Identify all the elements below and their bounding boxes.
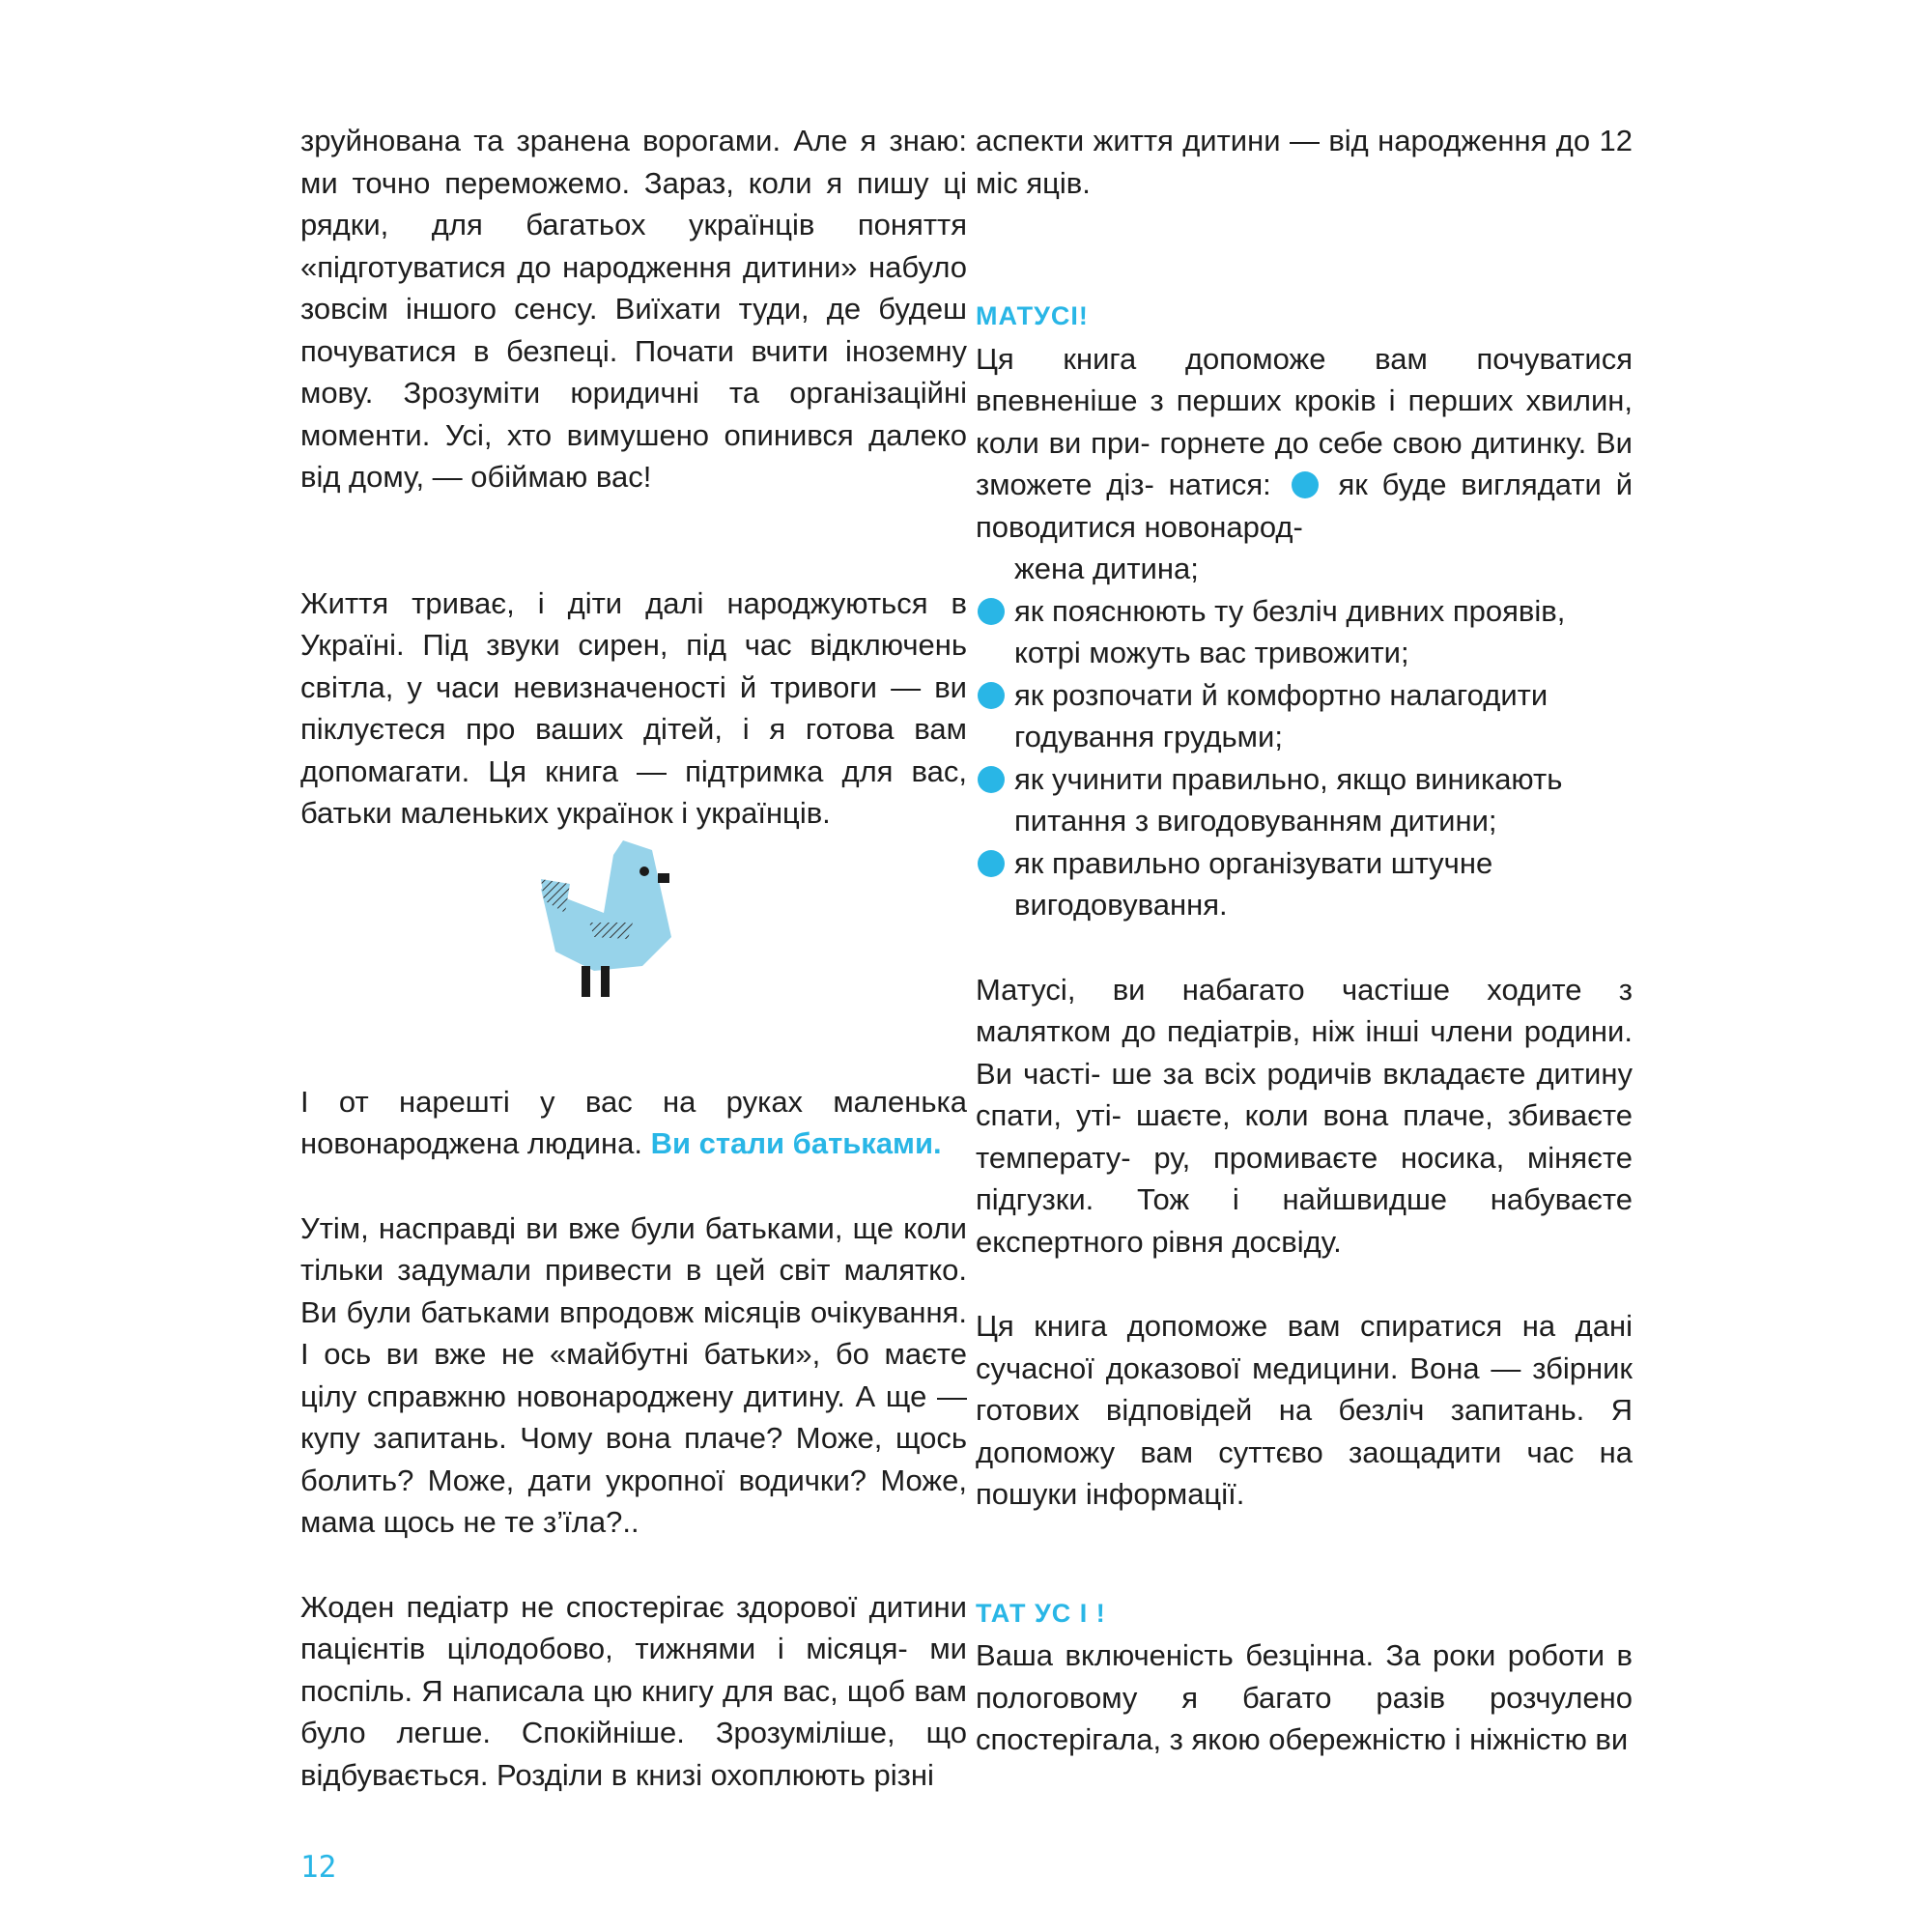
right-column (976, 120, 1633, 1761)
list-item (976, 674, 1633, 758)
list-item-text: як учинити правильно, якщо виникають питання з вигодовуванням дитини; (1014, 761, 1563, 838)
bullet-text: як буде виглядати й поводитися новонарод- (976, 468, 1634, 544)
bird-leg (601, 966, 610, 997)
bullet-continuation: жена дитина; (1014, 552, 1199, 585)
bird-eye (639, 867, 649, 876)
paragraph: Жоден педіатр не спостерігає здорової дитини пацієнтів цілодобово, тижнями і місяця- ми поспіль. Я написала цю книгу для вас, щоб вам було легше. Спокійніше. Зрозуміліше, що відбувається. Розділи в книзі охоплюють різні (300, 1589, 967, 1792)
list-item (976, 590, 1633, 674)
bird-beak (658, 873, 669, 883)
list-item-text: як пояснюють ту безліч дивних проявів, котрі можуть вас тривожити; (1014, 593, 1566, 669)
paragraph-text: І от нарешті у вас на руках маленька новонароджена людина. (300, 1084, 967, 1160)
paragraph (300, 1081, 967, 1165)
list-item (976, 842, 1633, 926)
section-heading-dads: ТАТ УС І ! (976, 1598, 1106, 1628)
section-heading-moms: МАТУСІ! (976, 301, 1089, 330)
bullet-dot-icon (978, 766, 1005, 793)
bullet-list (976, 590, 1633, 926)
paragraph: Ця книга допоможе вам спиратися на дані сучасної доказової медицини. Вона — збірник готових відповідей на безліч запитань. Я допоможу вам суттєво заощадити час на пошуки інформації. (976, 1309, 1633, 1511)
paragraph: Життя триває, і діти далі народжуються в Україні. Під звуки сирен, під час відключень світла, у часи невизначеності й тривоги — ви піклуєтеся про ваших дітей, і я готова вам допомагати. Ця книга — підтримка для вас, батьки маленьких українок і українців. (300, 585, 967, 830)
paragraph-text: Ця книга допоможе вам почуватися впевненіше з перших кроків і перших хвилин, коли ви при- горнете до себе свою дитинку. Ви зможете діз- натися: (976, 341, 1633, 501)
highlight-text: Ви стали батьками. (650, 1126, 942, 1160)
page-number: 12 (300, 1850, 337, 1885)
paragraph: Ваша включеність безцінна. За роки роботи в пологовому я багато разів розчулено спостерігала, з якою обережністю і ніжністю ви (976, 1638, 1633, 1756)
bird-wing (589, 923, 633, 939)
paragraph: аспекти життя дитини — від народження до 12 міс яців. (976, 124, 1633, 200)
bird-leg (582, 966, 590, 997)
bullet-dot-icon (978, 682, 1005, 709)
bullet-dot-icon (978, 598, 1005, 625)
bullet-dot-icon (1292, 471, 1319, 498)
paragraph: Утім, насправді ви вже були батьками, ще коли тільки задумали привести в цей світ малятко. Ви були батьками впродовж місяців очікування. І ось ви вже не «майбутні батьки», бо маєте цілу справжню новонароджену дитину. А ще — купу запитань. Чому вона плаче? Може, щось болить? Може, дати укропної водички? Може, мама щось не те з’їла?.. (300, 1210, 967, 1539)
bird-illustration (536, 831, 700, 1000)
list-item (976, 758, 1633, 842)
list-item-text: як розпочати й комфортно налагодити годування грудьми; (1014, 677, 1548, 753)
bullet-dot-icon (978, 850, 1005, 877)
paragraph (976, 338, 1633, 549)
list-item-text: як правильно організувати штучне вигодовування. (1014, 845, 1493, 922)
paragraph: зруйнована та зранена ворогами. Але я знаю: ми точно переможемо. Зараз, коли я пишу ці рядки, для багатьох українців поняття «підготуватися до народження дитини» набуло зовсім іншого сенсу. Виїхати туди, де будеш почуватися в безпеці. Почати вчити іноземну мову. Зрозуміти юридичні та організаційні моменти. Усі, хто вимушено опинився далеко від дому, — обіймаю вас! (300, 124, 967, 494)
paragraph: Матусі, ви набагато частіше ходите з малятком до педіатрів, ніж інші члени родини. Ви часті- ше за всіх родичів вкладаєте дитину спати, уті- шаєте, коли вона плаче, збиваєте температу- ру, промиваєте носика, міняєте підгузки. Тож і найшвидше набуваєте експертного рівня досвіду. (976, 972, 1633, 1259)
